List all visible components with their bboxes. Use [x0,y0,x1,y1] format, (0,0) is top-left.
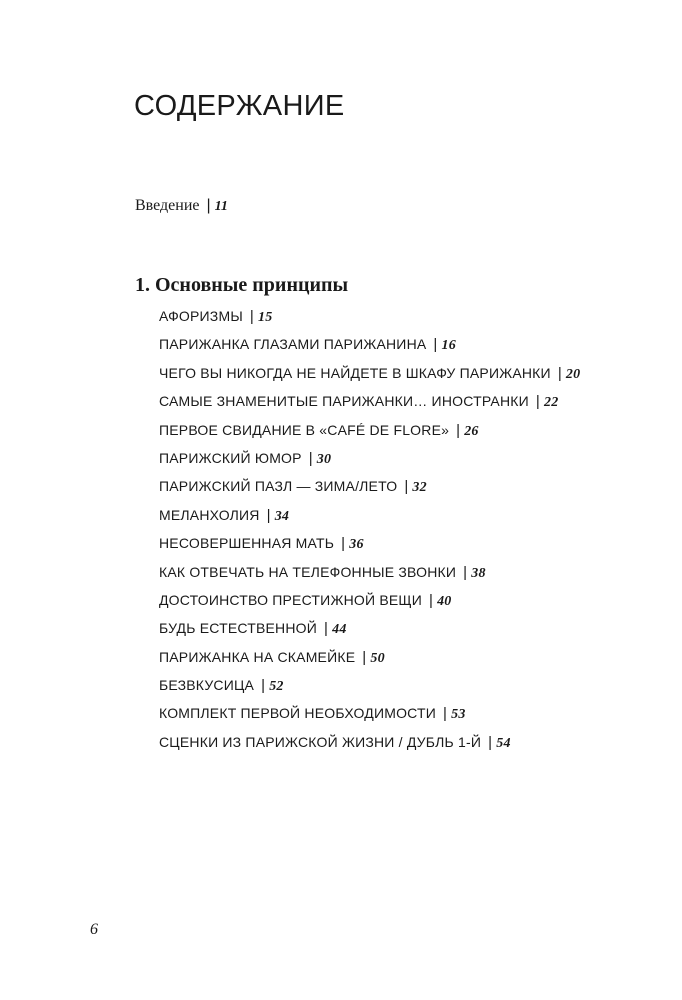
toc-separator: | [266,506,271,524]
toc-entry-label: ПАРИЖАНКА ГЛАЗАМИ ПАРИЖАНИНА [159,336,427,353]
toc-entry[interactable] [159,330,580,358]
toc-entry[interactable] [159,671,580,699]
toc-entry[interactable] [159,728,580,756]
toc-page-number: 54 [496,735,511,751]
toc-separator: | [324,620,329,638]
toc-entry[interactable] [159,501,580,529]
toc-entry-introduction[interactable] [135,196,228,217]
toc-entry-label: ПАРИЖАНКА НА СКАМЕЙКЕ [159,648,356,665]
toc-entry[interactable] [159,558,580,586]
toc-separator: | [404,478,409,496]
toc-page-number: 38 [471,565,486,581]
toc-entry-label: БУДЬ ЕСТЕСТВЕННОЙ [159,620,318,637]
toc-page-number: 30 [316,451,332,467]
toc-entry-label: КАК ОТВЕЧАТЬ НА ТЕЛЕФОННЫЕ ЗВОНКИ [159,563,457,580]
toc-entry[interactable] [159,643,580,671]
toc-entry[interactable] [159,359,580,387]
toc-entry-label: САМЫЕ ЗНАМЕНИТЫЕ ПАРИЖАНКИ… ИНОСТРАНКИ [159,393,529,410]
toc-entry[interactable] [159,614,580,642]
toc-entry-label: БЕЗВКУСИЦА [159,677,255,694]
toc-entry-label: ПАРИЖСКИЙ ЮМОР [159,449,302,466]
toc-page-number: 11 [214,199,228,214]
toc-entry[interactable] [159,699,580,727]
toc-page-number: 50 [370,650,385,666]
toc-entry-label: ДОСТОИНСТВО ПРЕСТИЖНОЙ ВЕЩИ [159,591,422,608]
toc-page-number: 36 [349,537,364,553]
toc-entry-label: АФОРИЗМЫ [159,308,243,324]
toc-separator: | [429,591,434,609]
toc-separator: | [261,677,266,695]
toc-page-number: 16 [441,338,456,354]
toc-entry[interactable] [159,472,580,500]
toc-separator: | [463,563,468,581]
toc-entry[interactable] [159,387,580,415]
toc-entry-label: МЕЛАНХОЛИЯ [159,506,260,523]
toc-entry-label: ЧЕГО ВЫ НИКОГДА НЕ НАЙДЕТЕ В ШКАФУ ПАРИЖАНКИ [159,364,551,381]
toc-page-number: 32 [412,480,427,496]
chapter-title: 1. Основные принципы [135,274,349,296]
toc-separator: | [206,197,211,214]
toc-page-number: 22 [544,395,559,411]
toc-page-number: 40 [437,593,452,609]
toc-entry[interactable] [159,444,580,472]
toc-separator: | [341,535,346,553]
toc-entry-label: ПАРИЖСКИЙ ПАЗЛ — ЗИМА/ЛЕТО [159,478,398,495]
toc-separator: | [443,705,448,723]
toc-entry-label: СЦЕНКИ ИЗ ПАРИЖСКОЙ ЖИЗНИ / ДУБЛЬ 1-Й [159,733,482,750]
toc-entry[interactable] [159,302,580,330]
toc-separator: | [249,308,255,325]
toc-entry[interactable] [159,416,580,444]
toc-entry-label: Введение [135,197,200,214]
toc-separator: | [362,648,367,666]
toc-entry[interactable] [159,586,580,614]
toc-separator: | [456,421,461,439]
toc-separator: | [557,364,562,382]
toc-page-number: 20 [565,366,581,382]
chapter-entries-list [159,302,580,756]
toc-separator: | [488,733,493,751]
toc-separator: | [433,336,438,354]
toc-entry-label: НЕСОВЕРШЕННАЯ МАТЬ [159,535,335,552]
toc-entry[interactable] [159,529,580,557]
toc-entry-label: ПЕРВОЕ СВИДАНИЕ В «CAFÉ DE FLORE» [159,421,450,438]
toc-separator: | [535,393,540,411]
toc-page-number: 44 [332,622,347,638]
toc-page-number: 34 [274,508,290,524]
toc-page-number: 26 [464,423,479,439]
page-title: СОДЕРЖАНИЕ [134,90,345,122]
toc-separator: | [308,449,313,467]
toc-page-number: 52 [269,679,284,695]
toc-entry-label: КОМПЛЕКТ ПЕРВОЙ НЕОБХОДИМОСТИ [159,705,437,722]
toc-page-number: 53 [451,707,466,723]
page-folio: 6 [90,921,98,938]
toc-page-number: 15 [258,310,273,325]
